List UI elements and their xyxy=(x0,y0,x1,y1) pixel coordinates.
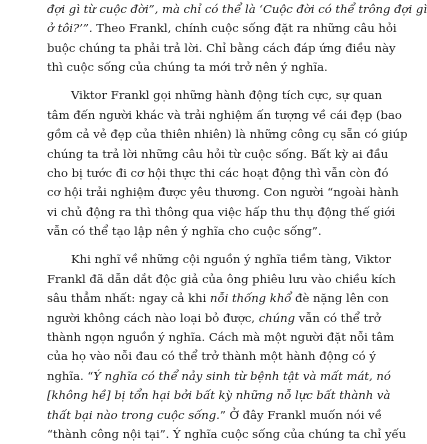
text-line xyxy=(47,58,353,77)
body-text: gồm cả vẻ đẹp của thiên nhiên) là những công cụ sẵn có giúp xyxy=(47,127,408,142)
italic-text: đợi gì từ cuộc đời”, mà chỉ có thể là ‘Cuộc đời có thể trông đợi gì xyxy=(47,2,427,16)
body-text: Viktor Frankl gọi những hành động tích cực, sự quan xyxy=(71,88,383,103)
italic-text: chúng xyxy=(258,310,296,325)
text-line xyxy=(47,347,376,366)
body-text: vẫn có thể tạo lập nên ý nghĩa cho cuộc sống”. xyxy=(47,224,322,239)
text-line xyxy=(47,309,381,328)
text-line xyxy=(47,39,396,58)
text-line xyxy=(47,106,402,125)
text-line xyxy=(47,145,389,164)
body-text: của họ vào nỗi đau có thể trở thành một hành động có ý xyxy=(47,349,376,364)
text-line xyxy=(47,164,389,183)
text-line xyxy=(47,270,396,289)
text-line xyxy=(47,328,395,347)
body-text: thành ngọn nguồn ý nghĩa. Cách mà một người đặt nỗi tâm xyxy=(47,330,395,344)
text-line xyxy=(47,19,397,38)
text-line xyxy=(71,250,392,269)
text-line xyxy=(47,367,391,386)
body-text: Frankl đã dẫn dắt độc giả của ông phiêu lưu vào chiều kích xyxy=(47,271,396,286)
body-text: cho bị tước đi cơ hội thực thi các hoạt động thì vẫn còn đó xyxy=(47,166,389,180)
italic-text: thất bại nào trong cuộc sống. xyxy=(47,407,220,422)
body-text: đè nặng lên con xyxy=(291,291,389,306)
italic-text: [không hề] bị tổn hại bởi bất kỳ những nỗ lực bất thành và xyxy=(47,388,391,403)
body-text: vẫn có thể trở xyxy=(295,310,381,325)
italic-text: Ý nghĩa có thể nảy sinh từ bệnh tật và mất mát, nó xyxy=(93,368,391,383)
body-text: nghĩa. “ xyxy=(47,368,94,383)
body-text: thì cuộc sống của chúng ta mới trở nên ý nghĩa. xyxy=(47,60,328,75)
text-line xyxy=(47,406,382,425)
body-text: Theo Frankl, chính cuộc sống đặt ra những câu hỏi xyxy=(92,21,397,36)
body-text: người không cách nào loại bỏ được, xyxy=(47,310,259,325)
body-text: sâu thẳm nhất: ngay cả khi xyxy=(47,291,211,306)
text-line xyxy=(47,425,407,444)
text-line xyxy=(47,125,408,144)
text-line xyxy=(47,0,427,19)
body-text: ” Ở đây Frankl muốn nói về xyxy=(219,407,382,422)
body-text: Khi nghĩ về những cội nguồn ý nghĩa tiềm tàng, Viktor xyxy=(71,252,392,267)
text-line xyxy=(47,289,389,308)
body-text: cơ hội trải nghiệm được yêu thương. Con người “ngoài hành xyxy=(47,185,399,200)
text-line xyxy=(47,222,353,241)
body-text: vi chủ động ra thì thông qua việc hấp thu thụ động thế giới xyxy=(47,204,396,219)
text-line xyxy=(71,86,383,105)
body-text: buộc chúng ta phải trả lời. Chỉ bằng cách đáp ứng điều này xyxy=(47,40,396,55)
text-line xyxy=(47,183,399,202)
body-text: chúng ta trả lời những câu hỏi từ cuộc sống. Bất kỳ ai đầu xyxy=(47,146,389,161)
italic-text: nỗi thống khổ xyxy=(210,291,292,306)
body-text: tâm đến người khác và trải nghiệm ấn tượng về cái đẹp (bao xyxy=(47,107,402,122)
italic-text: ở tôi?’”. xyxy=(47,21,93,36)
body-text: “thành công nội tại”. Ý nghĩa cuộc sống của chúng ta chỉ yếu xyxy=(47,427,407,441)
text-line xyxy=(47,203,396,222)
text-line xyxy=(47,386,391,405)
